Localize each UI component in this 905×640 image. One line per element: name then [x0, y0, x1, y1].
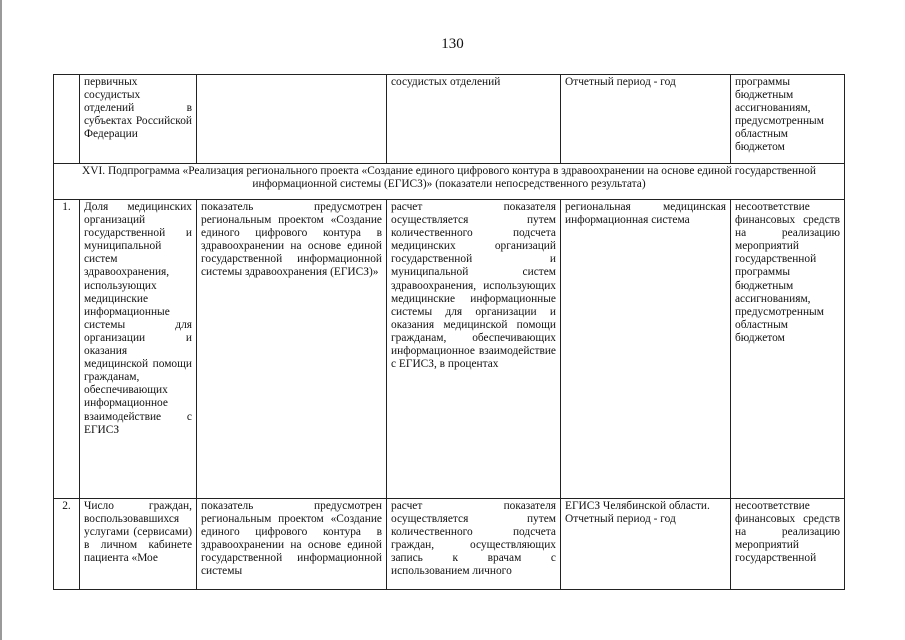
scan-edge	[0, 0, 2, 640]
cell-source-line-1: ЕГИСЗ Челябинской области.	[565, 500, 710, 512]
cell-risk	[731, 499, 845, 590]
cell-method: расчет показателя осуществляется путем количественного подсчета медицинских организаций государственной и муниципальной систем здравоохранения, использующих медицинские информационные системы для организации и оказания медицинской помощи гражданам, обеспечивающих информационное взаимодействие с ЕГИСЗ, в процентах	[387, 200, 561, 499]
cell-definition	[197, 75, 387, 164]
page-number: 130	[441, 36, 464, 52]
cell-source	[561, 499, 731, 590]
cell-name: Доля медицинских организаций государственной и муниципальной систем здравоохранения, использующих медицинские информационные системы для организации и оказания медицинской помощи гражданам, обеспечивающих информационное взаимодействие с ЕГИСЗ	[80, 200, 197, 499]
indicators-table	[53, 74, 845, 590]
cell-source: региональная медицинская информационная система	[561, 200, 731, 499]
table-row-item-1	[54, 200, 845, 499]
cell-risk: программы бюджетным ассигнованиям, предусмотренным областным бюджетом	[731, 75, 845, 164]
cell-source-line-2: Отчетный период - год	[565, 513, 676, 526]
cell-risk-text: несоответствие финансовых средств на реализацию мероприятий государственной	[735, 500, 840, 565]
cell-name	[80, 499, 197, 590]
cell-definition: показатель предусмотрен региональным проектом «Создание единого цифрового контура в здравоохранении на основе единой государственной информационной системы здравоохранения (ЕГИСЗ)»	[197, 200, 387, 499]
cell-num: 1.	[54, 200, 80, 499]
cell-num	[54, 75, 80, 164]
cell-num: 2.	[54, 499, 80, 590]
section-header-row	[54, 164, 845, 200]
cell-source: Отчетный период - год	[561, 75, 731, 164]
table-row-item-2	[54, 499, 845, 590]
cell-method	[387, 499, 561, 590]
table-row-continued	[54, 75, 845, 164]
cell-definition	[197, 499, 387, 590]
cell-method-text: расчет показателя осуществляется путем количественного подсчета граждан, осуществляющих запись к врачам с использованием личного	[391, 500, 556, 578]
cell-risk: несоответствие финансовых средств на реализацию мероприятий государственной программы бюджетным ассигнованиям, предусмотренным областным бюджетом	[731, 200, 845, 499]
cell-name-text: Число граждан, воспользовавшихся услугами (сервисами) в личном кабинете пациента «Мое	[84, 500, 192, 565]
cell-name: первичных сосудистых отделений в субъектах Российской Федерации	[80, 75, 197, 164]
section-title: XVI. Подпрограмма «Реализация регионального проекта «Создание единого цифрового контура в здравоохранении на основе единой государственной информационной системы (ЕГИСЗ)» (показатели непосредственного результата)	[54, 164, 845, 200]
cell-definition-text: показатель предусмотрен региональным проектом «Создание единого цифрового контура в здравоохранении на основе единой государственной информационной системы	[201, 500, 382, 578]
cell-method: сосудистых отделений	[387, 75, 561, 164]
